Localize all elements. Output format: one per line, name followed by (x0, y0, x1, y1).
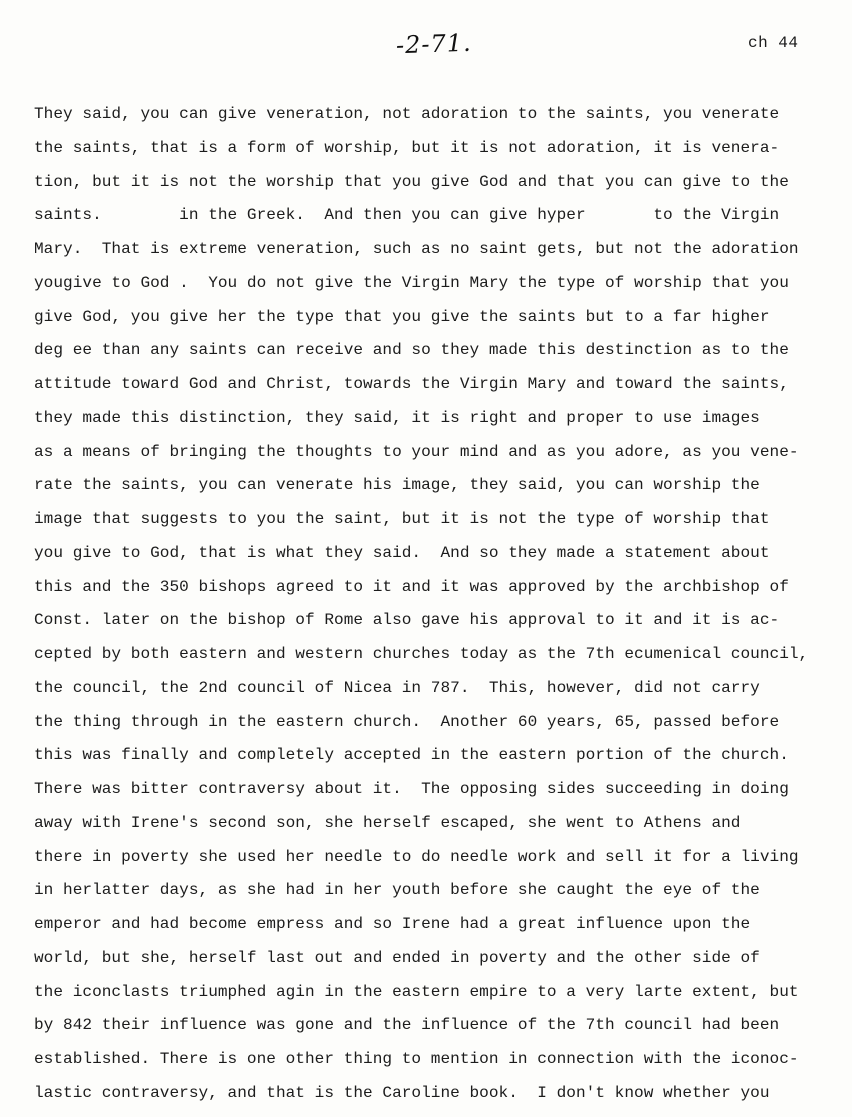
text-line: yougive to God . You do not give the Virgin Mary the type of worship that you (34, 273, 789, 292)
text-line: There was bitter contraversy about it. The opposing sides succeeding in doing (34, 780, 789, 798)
text-line: deg ee than any saints can receive and so they made this destinction as to the (34, 341, 789, 360)
text-line: give God, you give her the type that you give the saints but to a far higher (34, 307, 770, 326)
text-line: Mary. That is extreme veneration, such as no saint gets, but not the adoration (34, 240, 799, 258)
text-line: They said, you can give veneration, not adoration to the saints, you venerate (34, 105, 780, 123)
text-line: the council, the 2nd council of Nicea in 787. This, however, did not carry (34, 678, 760, 697)
text-line: the saints, that is a form of worship, but it is not adoration, it is venera- (34, 138, 780, 157)
text-line: established. There is one other thing to mention in connection with the iconoc- (34, 1050, 799, 1068)
chapter-label: ch 44 (748, 34, 799, 52)
text-line: this was finally and completely accepted in the eastern portion of the church. (34, 746, 789, 765)
text-line: image that suggests to you the saint, but it is not the type of worship that (34, 510, 770, 528)
text-line: by 842 their influence was gone and the influence of the 7th council had been (34, 1016, 780, 1035)
text-line: emperor and had become empress and so Irene had a great influence upon the (34, 915, 751, 933)
text-line: cepted by both eastern and western churches today as the 7th ecumenical council, (34, 645, 809, 663)
text-line: world, but she, herself last out and ended in poverty and the other side of (34, 948, 760, 967)
text-line: away with Irene's second son, she herself escaped, she went to Athens and (34, 813, 741, 832)
body-text (34, 104, 842, 1117)
text-line: this and the 350 bishops agreed to it and it was approved by the archbishop of (34, 577, 789, 596)
text-line: tion, but it is not the worship that you give God and that you can give to the (34, 172, 789, 191)
text-line: rate the saints, you can venerate his image, they said, you can worship the (34, 476, 760, 495)
text-line: attitude toward God and Christ, towards the Virgin Mary and toward the saints, (34, 375, 789, 393)
text-line: the thing through in the eastern church. Another 60 years, 65, passed before (34, 712, 780, 731)
text-line: lastic contraversy, and that is the Caroline book. I don't know whether you (34, 1083, 770, 1102)
text-line: as a means of bringing the thoughts to your mind and as you adore, as you vene- (34, 442, 799, 461)
text-line: there in poverty she used her needle to do needle work and sell it for a living (34, 847, 799, 866)
text-line: Const. later on the bishop of Rome also gave his approval to it and it is ac- (34, 611, 780, 630)
text-line: the iconclasts triumphed agin in the eastern empire to a very larte extent, but (34, 982, 799, 1001)
text-line: saints. in the Greek. And then you can give hyper to the Virgin (34, 206, 780, 225)
page-number: -2-71. (395, 28, 473, 60)
text-line: in herlatter days, as she had in her youth before she caught the eye of the (34, 881, 760, 900)
text-line: you give to God, that is what they said. And so they made a statement about (34, 543, 770, 562)
text-line: they made this distinction, they said, it is right and proper to use images (34, 408, 760, 427)
